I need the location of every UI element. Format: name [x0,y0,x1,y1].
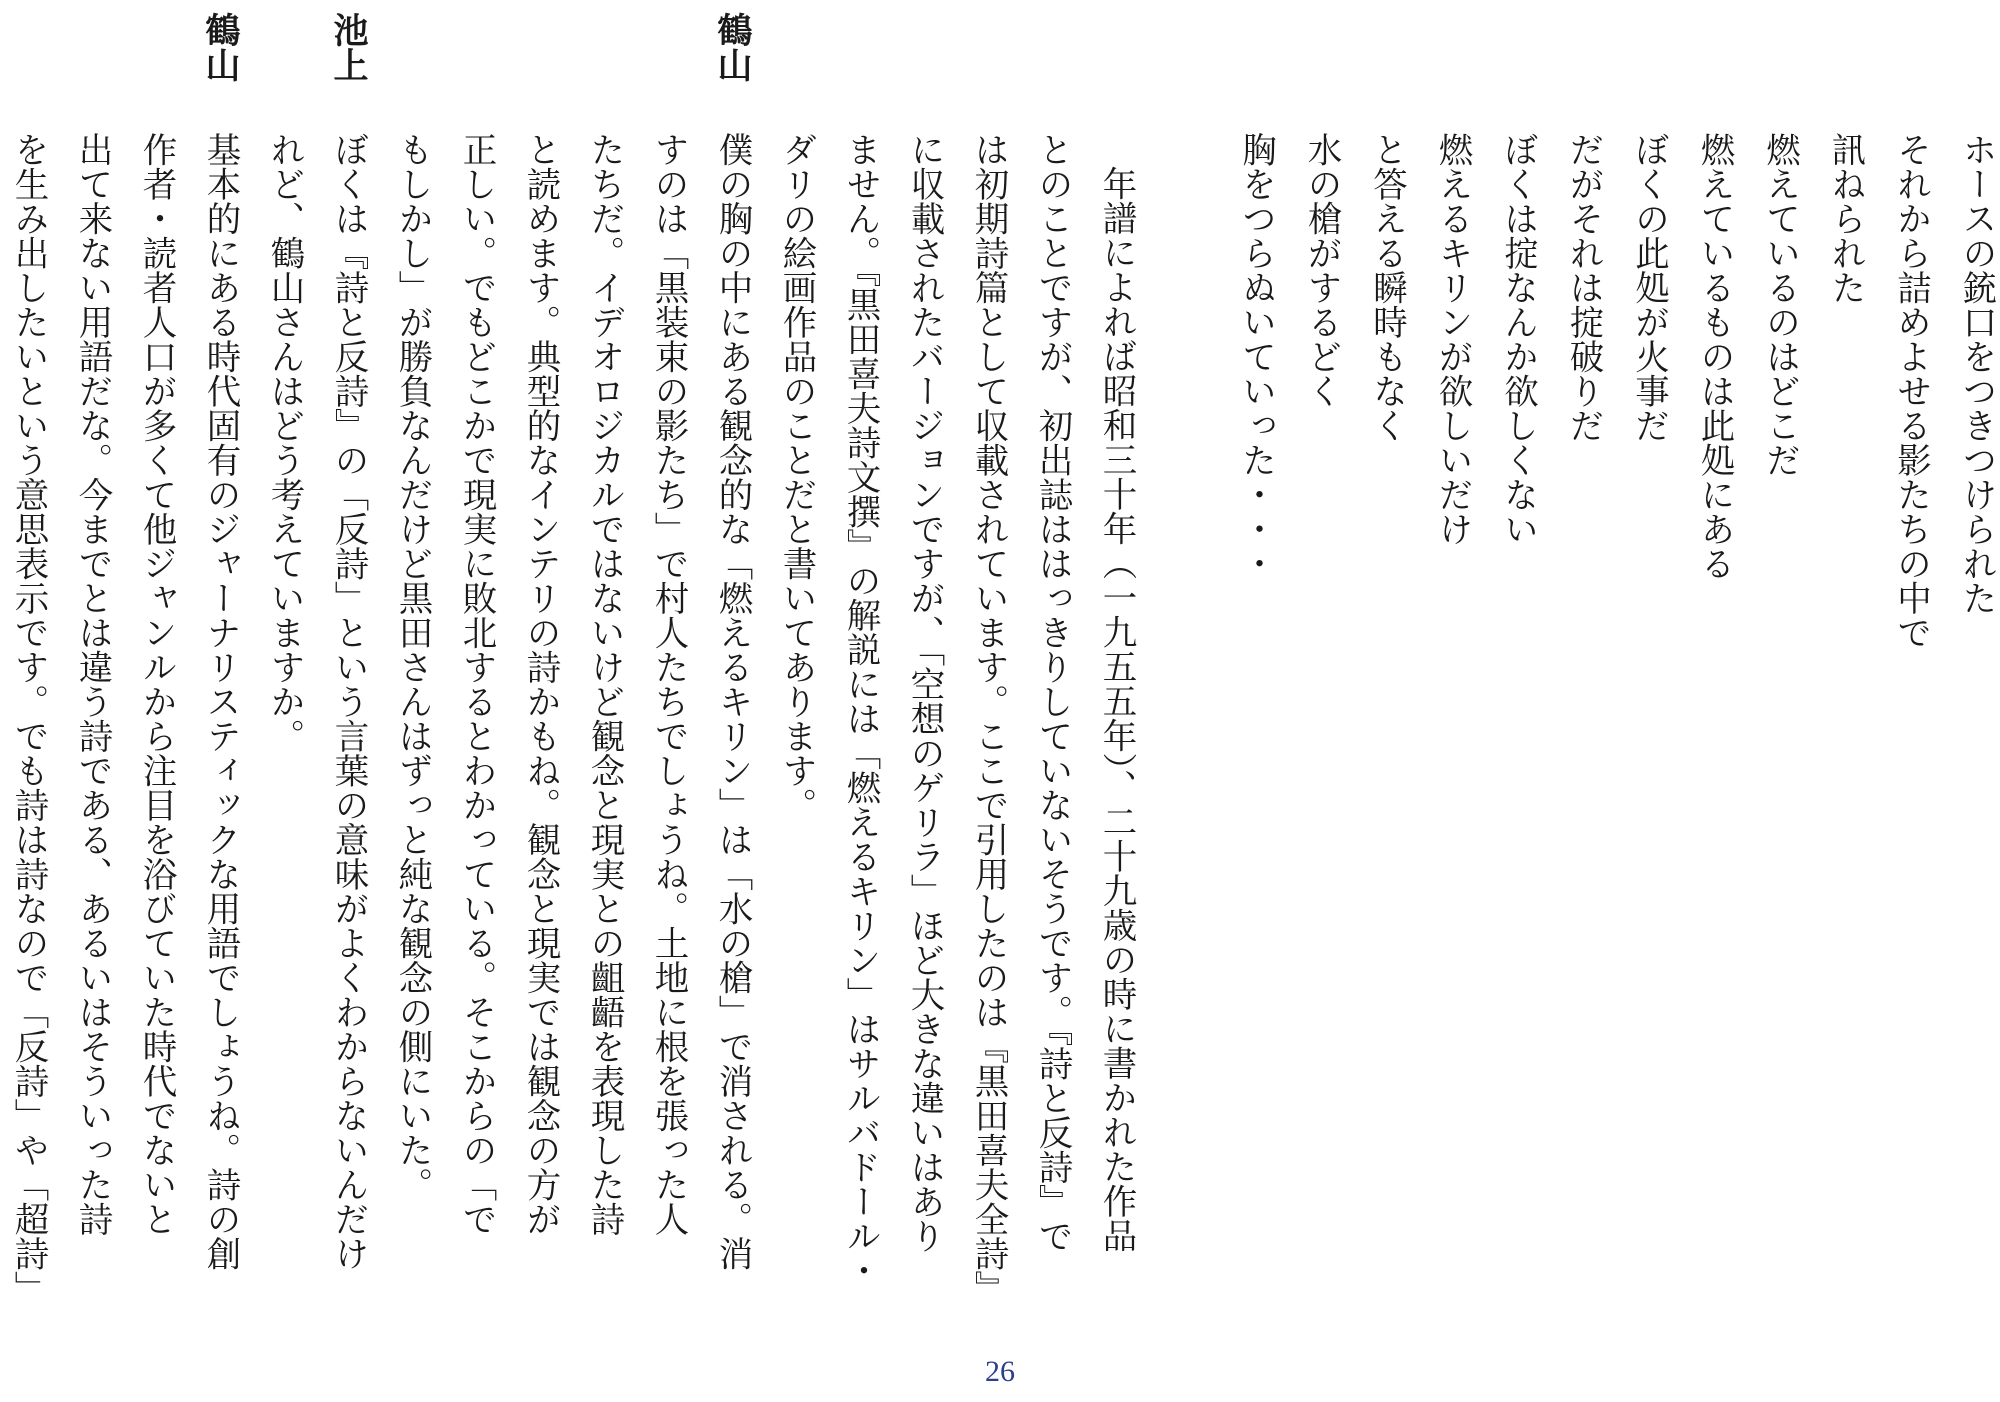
poem-line: 水の槍がするどく [1301,132,1341,408]
text-column: 正しい。でもどこかで現実に敗北するとわかっている。そこからの「で [456,132,496,1236]
poem-line: と答える瞬時もなく [1366,132,1407,443]
text-column: 出て来ない用語だな。今までとは違う詩である、あるいはそういった詩 [72,132,112,1236]
poem-line: 胸をつらぬいていった・・・ [1235,132,1276,581]
text-column: ダリの絵画作品のことだと書いてあります。 [776,132,816,822]
text-column: を生み出したいという意思表示です。でも詩は詩なので「反詩」や「超詩」 [8,132,48,1305]
text-column: ぼくは『詩と反詩』の「反詩」という言葉の意味がよくわからないんだけ [328,132,368,1271]
speaker-name: 鶴山 [200,12,240,82]
poem-line: ホースの銃口をつきつけられた [1956,132,1996,615]
text-column: すのは「黒装束の影たち」で村人たちでしょうね。土地に根を張った人 [648,132,688,1236]
text-column: は初期詩篇として収載されています。ここで引用したのは『黒田喜夫全詩』 [968,132,1008,1305]
text-column: 作者・読者人口が多くて他ジャンルから注目を浴びていた時代でないと [136,132,176,1236]
poem-line: ぼくは掟なんか欲しくない [1497,132,1538,546]
poem-line: それから詰めよせる影たちの中で [1890,132,1931,650]
text-column: もしかし」が勝負なんだけど黒田さんはずっと純な観念の側にいた。 [392,132,432,1202]
text-column: 基本的にある時代固有のジャーナリスティックな用語でしょうね。詩の創 [200,132,240,1271]
text-column: ません。『黒田喜夫詩文撰』の解説には「燃えるキリン」はサルバドール・ [840,132,880,1288]
text-column: とのことですが、初出誌ははっきりしていないそうです。『詩と反詩』で [1032,132,1072,1254]
page-number: 26 [985,1355,1015,1388]
text-column: たちだ。イデオロジカルではないけど観念と現実との齟齬を表現した詩 [584,132,624,1236]
poem-line: だがそれは掟破りだ [1563,132,1603,443]
poem-line: 燃えているものは此処にある [1694,132,1734,581]
text-column: に収載されたバージョンですが、「空想のゲリラ」ほど大きな違いはあり [904,132,944,1254]
poem-line: 訊ねられた [1825,132,1865,305]
speaker-name: 鶴山 [712,12,752,82]
text-column: と読めます。典型的なインテリの詩かもね。観念と現実では観念の方が [520,132,560,1236]
speaker-name: 池上 [328,12,368,82]
poem-line: 燃えているのはどこだ [1759,132,1800,477]
text-column: 年譜によれば昭和三十年（一九五五年）、二十九歳の時に書かれた作品 [1096,166,1136,1253]
poem-line: ぼくの此処が火事だ [1628,132,1669,443]
poem-line: 燃えるキリンが欲しいだけ [1432,132,1472,546]
text-column: れど、鶴山さんはどう考えていますか。 [264,132,304,753]
text-column: 僕の胸の中にある観念的な「燃えるキリン」は「水の槍」で消される。消 [712,132,752,1271]
